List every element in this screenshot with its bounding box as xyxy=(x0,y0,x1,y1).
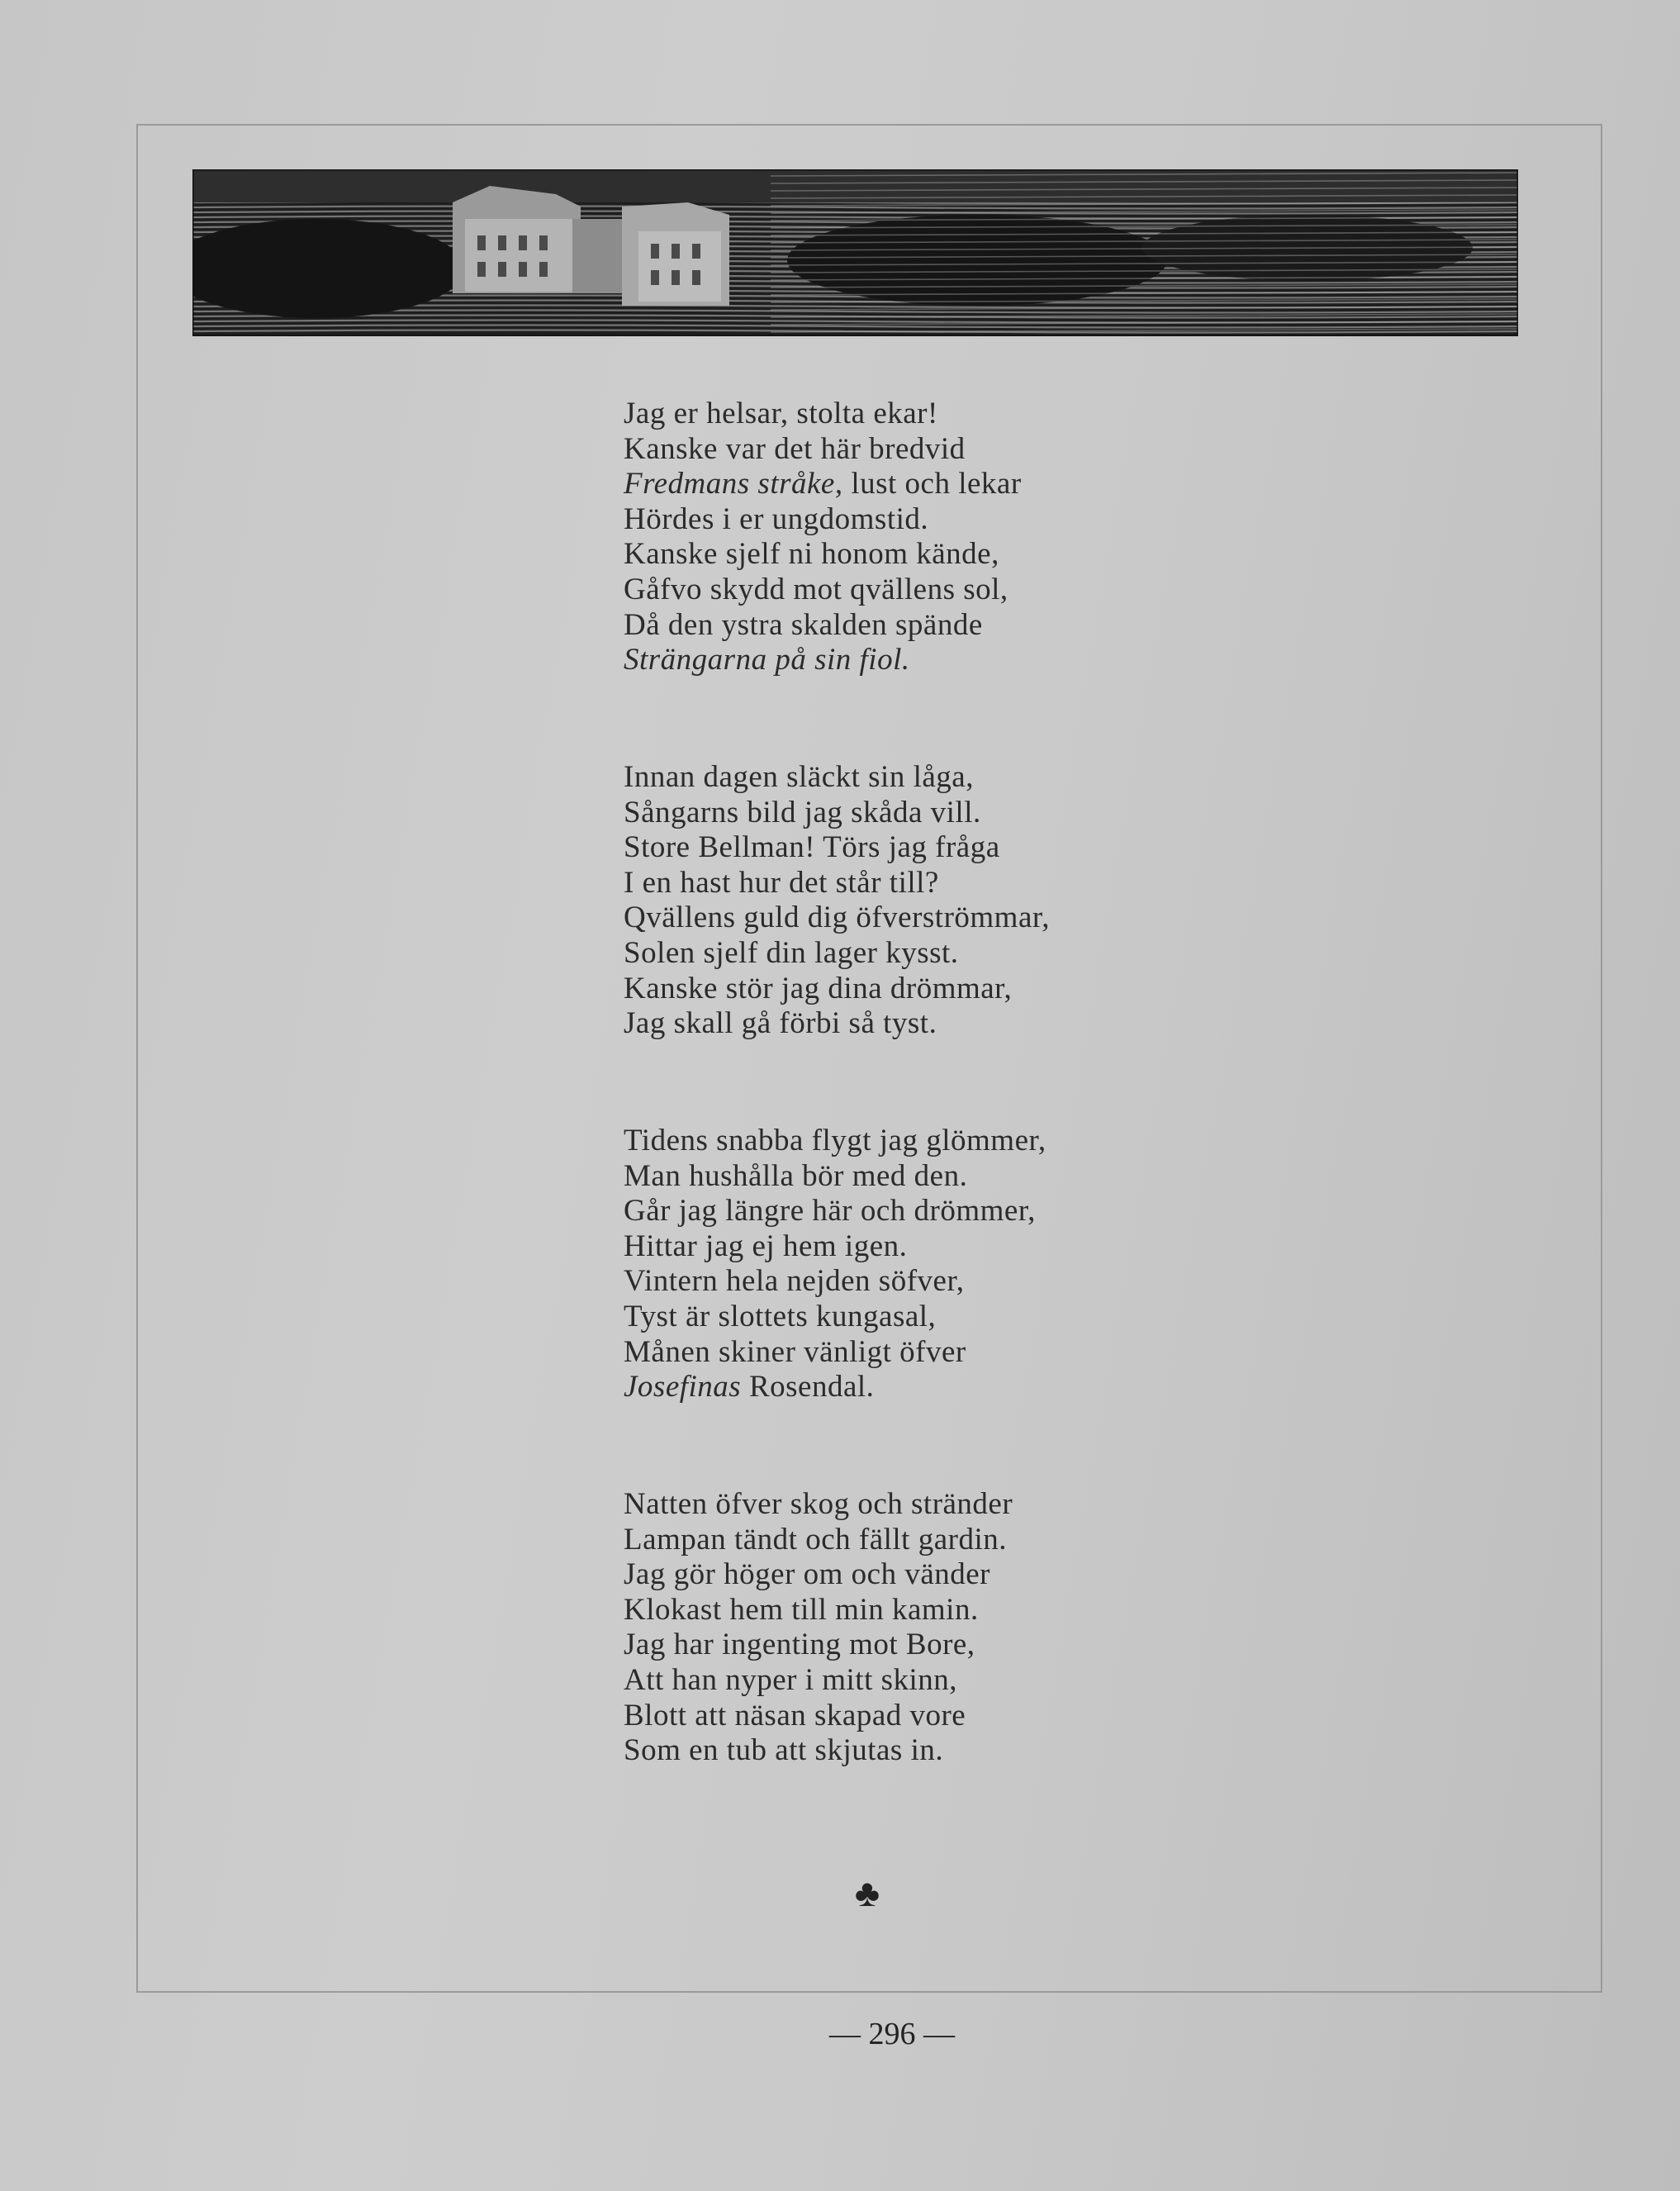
line-text: Natten öfver skog och stränder xyxy=(624,1487,1013,1521)
poem-line xyxy=(624,537,1022,573)
line-text: Gåfvo skydd mot qvällens sol, xyxy=(624,572,1008,606)
poem-line xyxy=(624,1733,1013,1769)
castle-landscape-illustration xyxy=(192,169,1518,336)
poem-line xyxy=(624,1159,1046,1195)
line-text: Tyst är slottets kungasal, xyxy=(624,1299,937,1333)
stanza xyxy=(624,760,1050,1042)
poem-line xyxy=(624,1006,1050,1042)
line-text: Som en tub att skjutas in. xyxy=(624,1733,944,1768)
line-text: Klokast hem till min kamin. xyxy=(624,1592,979,1627)
poem-line xyxy=(624,1124,1046,1159)
line-text: Då den ystra skalden spände xyxy=(624,607,983,642)
poem-line xyxy=(624,1557,1013,1593)
line-text: Att han nyper i mitt skinn, xyxy=(624,1662,958,1697)
clover-fleuron-icon: ♣ xyxy=(854,1872,880,1914)
poem-line xyxy=(624,502,1022,538)
poem-line xyxy=(624,901,1050,936)
line-text: Hördes i er ungdomstid. xyxy=(624,501,929,536)
line-text: Store Bellman! Törs jag fråga xyxy=(624,830,1000,865)
poem-line xyxy=(624,796,1050,831)
poem-line xyxy=(624,467,1022,502)
italic-text: Strängarna på sin fiol. xyxy=(624,643,910,677)
line-text: Jag er helsar, stolta ekar! xyxy=(624,397,938,430)
stanza xyxy=(624,1487,1013,1769)
poem-line xyxy=(624,1699,1013,1734)
line-text: Man hushålla bör med den. xyxy=(624,1158,968,1193)
poem-line xyxy=(624,936,1050,972)
poem-line xyxy=(624,573,1022,608)
poem-line xyxy=(624,1523,1013,1558)
line-text: Jag gör höger om och vänder xyxy=(624,1557,991,1592)
line-text: Kanske var det här bredvid xyxy=(624,431,966,466)
line-text: Jag har ingenting mot Bore, xyxy=(624,1628,975,1662)
line-text: Jag skall gå förbi så tyst. xyxy=(624,1006,937,1041)
line-text: Månen skiner vänligt öfver xyxy=(624,1334,966,1369)
line-text: Qvällens guld dig öfverströmmar, xyxy=(624,901,1050,935)
poem-line xyxy=(624,1229,1046,1265)
poem-line xyxy=(624,1663,1013,1699)
poem-line xyxy=(624,1300,1046,1335)
stanza xyxy=(624,397,1022,678)
poem-line xyxy=(624,866,1050,901)
line-text: lust och lekar xyxy=(842,467,1022,501)
italic-text: Josefinas xyxy=(624,1370,742,1404)
poem-line xyxy=(624,972,1050,1007)
line-text: Kanske stör jag dina drömmar, xyxy=(624,971,1013,1005)
poem-line xyxy=(624,432,1022,468)
line-text: Tidens snabba flygt jag glömmer, xyxy=(624,1124,1046,1157)
poem-line xyxy=(624,1335,1046,1371)
poem-line xyxy=(624,1628,1013,1663)
poem-line xyxy=(624,1264,1046,1300)
page-number: — 296 — xyxy=(829,2017,955,2051)
line-text: Rosendal. xyxy=(741,1370,875,1404)
stanza xyxy=(624,1124,1046,1405)
line-text: I en hast hur det står till? xyxy=(624,865,939,900)
poem-line xyxy=(624,1487,1013,1523)
line-text: Blott att näsan skapad vore xyxy=(624,1698,966,1732)
poem-line xyxy=(624,760,1050,796)
line-text: Går jag längre här och drömmer, xyxy=(624,1194,1036,1229)
line-text: Kanske sjelf ni honom kände, xyxy=(624,537,999,572)
italic-text: Fredmans stråke, xyxy=(624,467,843,501)
line-text: Hittar jag ej hem igen. xyxy=(624,1229,908,1263)
poem-line xyxy=(624,1593,1013,1628)
poem-line xyxy=(624,643,1022,678)
line-text: Solen sjelf din lager kysst. xyxy=(624,935,959,970)
line-text: Sångarns bild jag skåda vill. xyxy=(624,795,981,829)
line-text: Innan dagen släckt sin låga, xyxy=(624,760,974,794)
line-text: Vintern hela nejden söfver, xyxy=(624,1264,965,1299)
poem-line xyxy=(624,1194,1046,1229)
poem-line xyxy=(624,397,1022,432)
poem-line xyxy=(624,830,1050,866)
poem-line xyxy=(624,608,1022,644)
line-text: Lampan tändt och fällt gardin. xyxy=(624,1522,1007,1557)
poem-line xyxy=(624,1370,1046,1405)
